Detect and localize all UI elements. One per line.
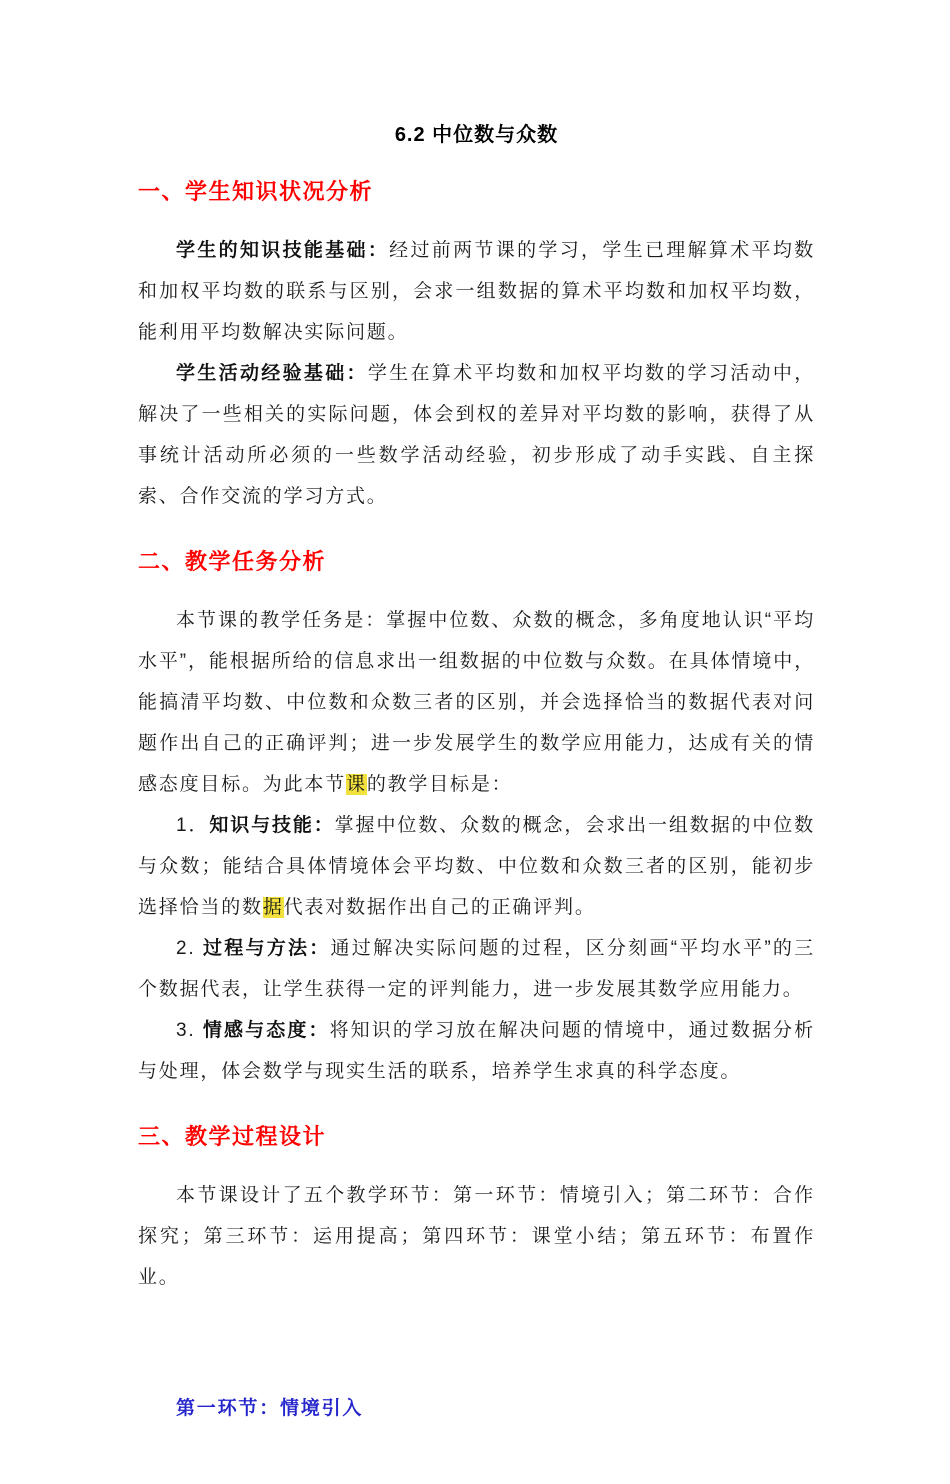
item-3-label: 情感与态度： xyxy=(202,1020,330,1041)
paragraph-task-intro xyxy=(138,600,815,805)
step-1-heading: 第一环节：情境引入 xyxy=(176,1398,364,1419)
item-1-number: 1． xyxy=(176,815,210,836)
highlight-mark-1: 课 xyxy=(346,774,367,795)
process-design-text: 本节课设计了五个教学环节：第一环节：情境引入；第二环节：合作探究；第三环节：运用提高；第四环节：课堂小结；第五环节：布置作业。 xyxy=(138,1185,815,1288)
task-intro-text-b: 的教学目标是： xyxy=(366,774,513,795)
paragraph-text-activity-experience: 学生在算术平均数和加权平均数的学习活动中，解决了一些相关的实际问题，体会到权的差异对平均数的影响，获得了从事统计活动所必须的一些数学活动经验，初步形成了动手实践、自主探索、合作交流的学习方式。 xyxy=(138,363,815,507)
paragraph-activity-experience-base xyxy=(138,353,815,517)
item-1-text-b: 代表对数据作出自己的正确评判。 xyxy=(283,897,596,918)
item-1-text-a: 掌握中位数、众数的概念，会求出一组数据的中位数与众数；能结合具体情境体会平均数、中位数和众数三者的区别，能初步选择恰当的数 xyxy=(138,815,815,918)
item-1-label: 知识与技能： xyxy=(209,815,335,836)
item-2-text: 通过解决实际问题的过程，区分刻画“平均水平”的三个数据代表，让学生获得一定的评判能力，进一步发展其数学应用能力。 xyxy=(138,938,815,1000)
paragraph-lead-knowledge-skill: 学生的知识技能基础： xyxy=(176,240,390,261)
item-2-number: 2. xyxy=(176,938,203,959)
paragraph-lead-activity-experience: 学生活动经验基础： xyxy=(176,363,368,384)
item-3-number: 3. xyxy=(176,1020,203,1041)
paragraph-knowledge-skill-base xyxy=(138,230,815,353)
highlight-mark-2: 据 xyxy=(262,897,284,918)
section-3-heading: 三、教学过程设计 xyxy=(138,1124,327,1149)
item-3-text: 将知识的学习放在解决问题的情境中，通过数据分析与处理，体会数学与现实生活的联系，培养学生求真的科学态度。 xyxy=(138,1020,815,1082)
section-1-heading: 一、学生知识状况分析 xyxy=(138,179,374,204)
list-item-knowledge-skill xyxy=(138,805,815,928)
list-item-process-method xyxy=(138,928,815,1010)
document-title: 6.2 中位数与众数 xyxy=(394,124,559,146)
paragraph-text-knowledge-skill: 经过前两节课的学习，学生已理解算术平均数和加权平均数的联系与区别，会求一组数据的算术平均数和加权平均数，能利用平均数解决实际问题。 xyxy=(138,240,815,343)
list-item-emotion-attitude xyxy=(138,1010,815,1092)
item-2-label: 过程与方法： xyxy=(202,938,331,959)
paragraph-process-design xyxy=(138,1175,815,1298)
section-2-heading: 二、教学任务分析 xyxy=(138,549,327,574)
task-intro-text-a: 本节课的教学任务是：掌握中位数、众数的概念，多角度地认识“平均水平”，能根据所给的信息求出一组数据的中位数与众数。在具体情境中，能搞清平均数、中位数和众数三者的区别，并会选择恰当的数据代表对问题作出自己的正确评判；进一步发展学生的数学应用能力，达成有关的情感态度目标。为此本节 xyxy=(138,610,815,795)
